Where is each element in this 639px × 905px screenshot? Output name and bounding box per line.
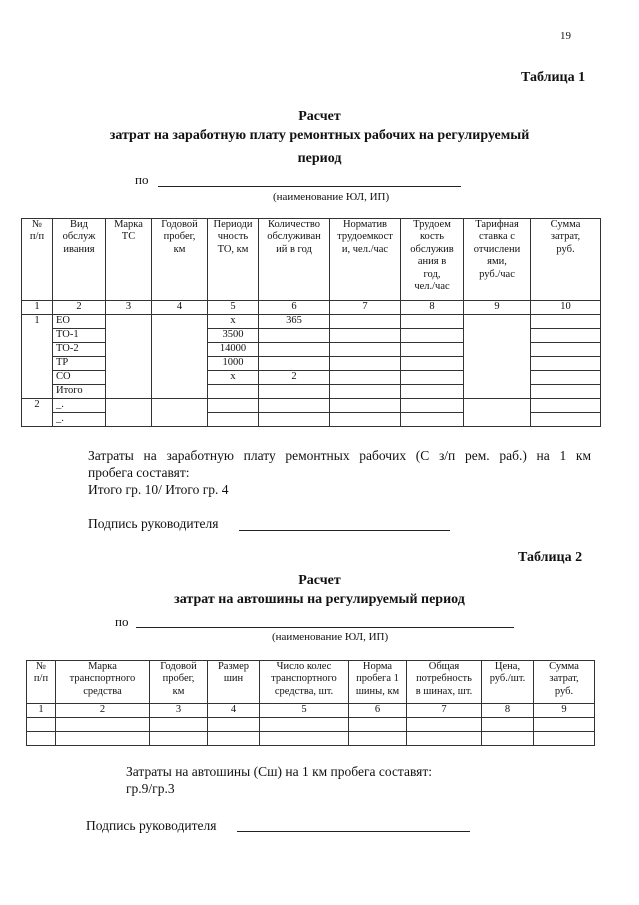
table1-title-line-2: затрат на заработную плату ремонтных рабочих на регулируемый xyxy=(109,128,530,143)
table2-after-text: Затраты на автошины (Сш) на 1 км пробега составят: xyxy=(126,764,433,779)
sum-cell xyxy=(531,329,601,343)
service-type-cell: СО xyxy=(53,371,106,385)
empty-cell xyxy=(534,718,595,732)
col-number-cell: 7 xyxy=(330,301,401,315)
service-type-cell: ЕО xyxy=(53,315,106,329)
col-number-cell: 7 xyxy=(407,704,482,718)
table2-caption: Таблица 2 xyxy=(518,550,583,565)
table1-header-row xyxy=(22,219,601,301)
table1-title-line-1: Расчет xyxy=(298,109,341,124)
period-cell: х xyxy=(208,371,259,385)
col-number-cell: 2 xyxy=(53,301,106,315)
count-cell: 365 xyxy=(259,315,330,329)
empty-cell xyxy=(27,732,56,746)
table1-signature-label: Подпись руководителя xyxy=(88,516,219,531)
table1-header-cell: Периоди чность ТО, км xyxy=(208,219,259,301)
labor-cell xyxy=(401,399,464,413)
count-cell xyxy=(259,343,330,357)
table1-after-text-line-2: пробега составят: xyxy=(88,465,190,480)
empty-cell xyxy=(56,732,150,746)
table1-organization-line xyxy=(158,186,461,187)
sum-cell xyxy=(531,399,601,413)
table2-grid xyxy=(26,660,595,746)
empty-cell xyxy=(482,732,534,746)
col-number-cell: 3 xyxy=(150,704,208,718)
table-row xyxy=(22,399,601,413)
col-number-cell: 9 xyxy=(464,301,531,315)
labor-cell xyxy=(401,413,464,427)
labor-cell xyxy=(401,329,464,343)
table1-header-cell: Годовой пробег, км xyxy=(152,219,208,301)
table1-header-cell: Марка ТС xyxy=(106,219,152,301)
service-type-cell: ТО-1 xyxy=(53,329,106,343)
table2-header-cell: Годовой пробег, км xyxy=(150,661,208,704)
period-cell: 14000 xyxy=(208,343,259,357)
norm-cell xyxy=(330,399,401,413)
table1-column-number-row xyxy=(22,301,601,315)
count-cell xyxy=(259,385,330,399)
col-number-cell: 6 xyxy=(259,301,330,315)
col-number-cell: 3 xyxy=(106,301,152,315)
empty-cell xyxy=(349,732,407,746)
col-number-cell: 4 xyxy=(152,301,208,315)
labor-cell xyxy=(401,371,464,385)
col-number-cell: 5 xyxy=(260,704,349,718)
table2-header-cell: Число колес транспортного средства, шт. xyxy=(260,661,349,704)
table2-title-line-2: затрат на автошины на регулируемый период xyxy=(174,592,465,607)
rate-cell xyxy=(464,315,531,399)
norm-cell xyxy=(330,329,401,343)
empty-cell xyxy=(150,732,208,746)
table2-formula: гр.9/гр.3 xyxy=(126,781,175,796)
service-type-cell: _. xyxy=(53,413,106,427)
sum-cell xyxy=(531,315,601,329)
empty-cell xyxy=(150,718,208,732)
empty-cell xyxy=(260,732,349,746)
period-cell xyxy=(208,399,259,413)
period-cell xyxy=(208,385,259,399)
labor-cell xyxy=(401,315,464,329)
norm-cell xyxy=(330,315,401,329)
service-type-cell: Итого xyxy=(53,385,106,399)
empty-cell xyxy=(482,718,534,732)
norm-cell xyxy=(330,371,401,385)
row-group-number: 2 xyxy=(22,399,53,427)
table1-header-cell: Норматив трудоемкост и, чел./час xyxy=(330,219,401,301)
table1-title-line-3: период xyxy=(297,151,342,166)
count-cell xyxy=(259,413,330,427)
brand-cell xyxy=(106,399,152,427)
table2-signature-label: Подпись руководителя xyxy=(86,818,217,833)
period-cell: 1000 xyxy=(208,357,259,371)
empty-cell xyxy=(56,718,150,732)
table2-header-cell: Размер шин xyxy=(208,661,260,704)
table-row xyxy=(27,718,595,732)
table1-caption: Таблица 1 xyxy=(521,70,586,85)
count-cell xyxy=(259,357,330,371)
col-number-cell: 2 xyxy=(56,704,150,718)
service-type-cell: ТР xyxy=(53,357,106,371)
table1-after-text-line-1: Затраты на заработную плату ремонтных рабочих (С з/п рем. раб.) на 1 км xyxy=(88,448,591,463)
table1-name-hint: (наименование ЮЛ, ИП) xyxy=(273,191,390,203)
sum-cell xyxy=(531,357,601,371)
col-number-cell: 1 xyxy=(27,704,56,718)
table1-header-cell: № п/п xyxy=(22,219,53,301)
sum-cell xyxy=(531,371,601,385)
count-cell xyxy=(259,399,330,413)
table1-header-cell: Сумма затрат, руб. xyxy=(531,219,601,301)
col-number-cell: 9 xyxy=(534,704,595,718)
table2-header-cell: Цена, руб./шт. xyxy=(482,661,534,704)
empty-cell xyxy=(208,732,260,746)
table-row xyxy=(27,732,595,746)
table2-header-cell: Общая потребность в шинах, шт. xyxy=(407,661,482,704)
table2-organization-line xyxy=(136,627,514,628)
brand-cell xyxy=(106,315,152,399)
period-cell xyxy=(208,413,259,427)
sum-cell xyxy=(531,343,601,357)
table2-column-number-row xyxy=(27,704,595,718)
labor-cell xyxy=(401,357,464,371)
table-row xyxy=(22,315,601,329)
table2-signature-line xyxy=(237,831,470,832)
table2-header-cell: Марка транспортного средства xyxy=(56,661,150,704)
page-number: 19 xyxy=(560,30,571,42)
table2-title-line-1: Расчет xyxy=(298,573,341,588)
labor-cell xyxy=(401,385,464,399)
table2-header-cell: № п/п xyxy=(27,661,56,704)
table2-header-row xyxy=(27,661,595,704)
count-cell: 2 xyxy=(259,371,330,385)
col-number-cell: 4 xyxy=(208,704,260,718)
count-cell xyxy=(259,329,330,343)
table1-header-cell: Тарифная ставка с отчислени ями, руб./час xyxy=(464,219,531,301)
norm-cell xyxy=(330,385,401,399)
table1-header-cell: Вид обслуж ивания xyxy=(53,219,106,301)
service-type-cell: ТО-2 xyxy=(53,343,106,357)
period-cell: 3500 xyxy=(208,329,259,343)
sum-cell xyxy=(531,413,601,427)
table1-formula: Итого гр. 10/ Итого гр. 4 xyxy=(88,482,229,497)
rate-cell xyxy=(464,399,531,427)
table1-header-cell: Количество обслуживан ий в год xyxy=(259,219,330,301)
mileage-cell xyxy=(152,315,208,399)
empty-cell xyxy=(27,718,56,732)
table2-header-cell: Норма пробега 1 шины, км xyxy=(349,661,407,704)
empty-cell xyxy=(349,718,407,732)
table1-grid xyxy=(21,218,601,427)
col-number-cell: 5 xyxy=(208,301,259,315)
norm-cell xyxy=(330,413,401,427)
norm-cell xyxy=(330,357,401,371)
empty-cell xyxy=(260,718,349,732)
empty-cell xyxy=(208,718,260,732)
table1-signature-line xyxy=(239,530,450,531)
mileage-cell xyxy=(152,399,208,427)
service-type-cell: _. xyxy=(53,399,106,413)
norm-cell xyxy=(330,343,401,357)
col-number-cell: 1 xyxy=(22,301,53,315)
period-cell: х xyxy=(208,315,259,329)
empty-cell xyxy=(407,718,482,732)
empty-cell xyxy=(534,732,595,746)
row-group-number: 1 xyxy=(22,315,53,399)
sum-cell xyxy=(531,385,601,399)
empty-cell xyxy=(407,732,482,746)
col-number-cell: 6 xyxy=(349,704,407,718)
table1-po-label: по xyxy=(135,172,149,187)
labor-cell xyxy=(401,343,464,357)
col-number-cell: 8 xyxy=(401,301,464,315)
col-number-cell: 10 xyxy=(531,301,601,315)
col-number-cell: 8 xyxy=(482,704,534,718)
table2-name-hint: (наименование ЮЛ, ИП) xyxy=(272,631,389,643)
table2-header-cell: Сумма затрат, руб. xyxy=(534,661,595,704)
table2-po-label: по xyxy=(115,614,129,629)
table1-header-cell: Трудоем кость обслужив ания в год, чел./час xyxy=(401,219,464,301)
